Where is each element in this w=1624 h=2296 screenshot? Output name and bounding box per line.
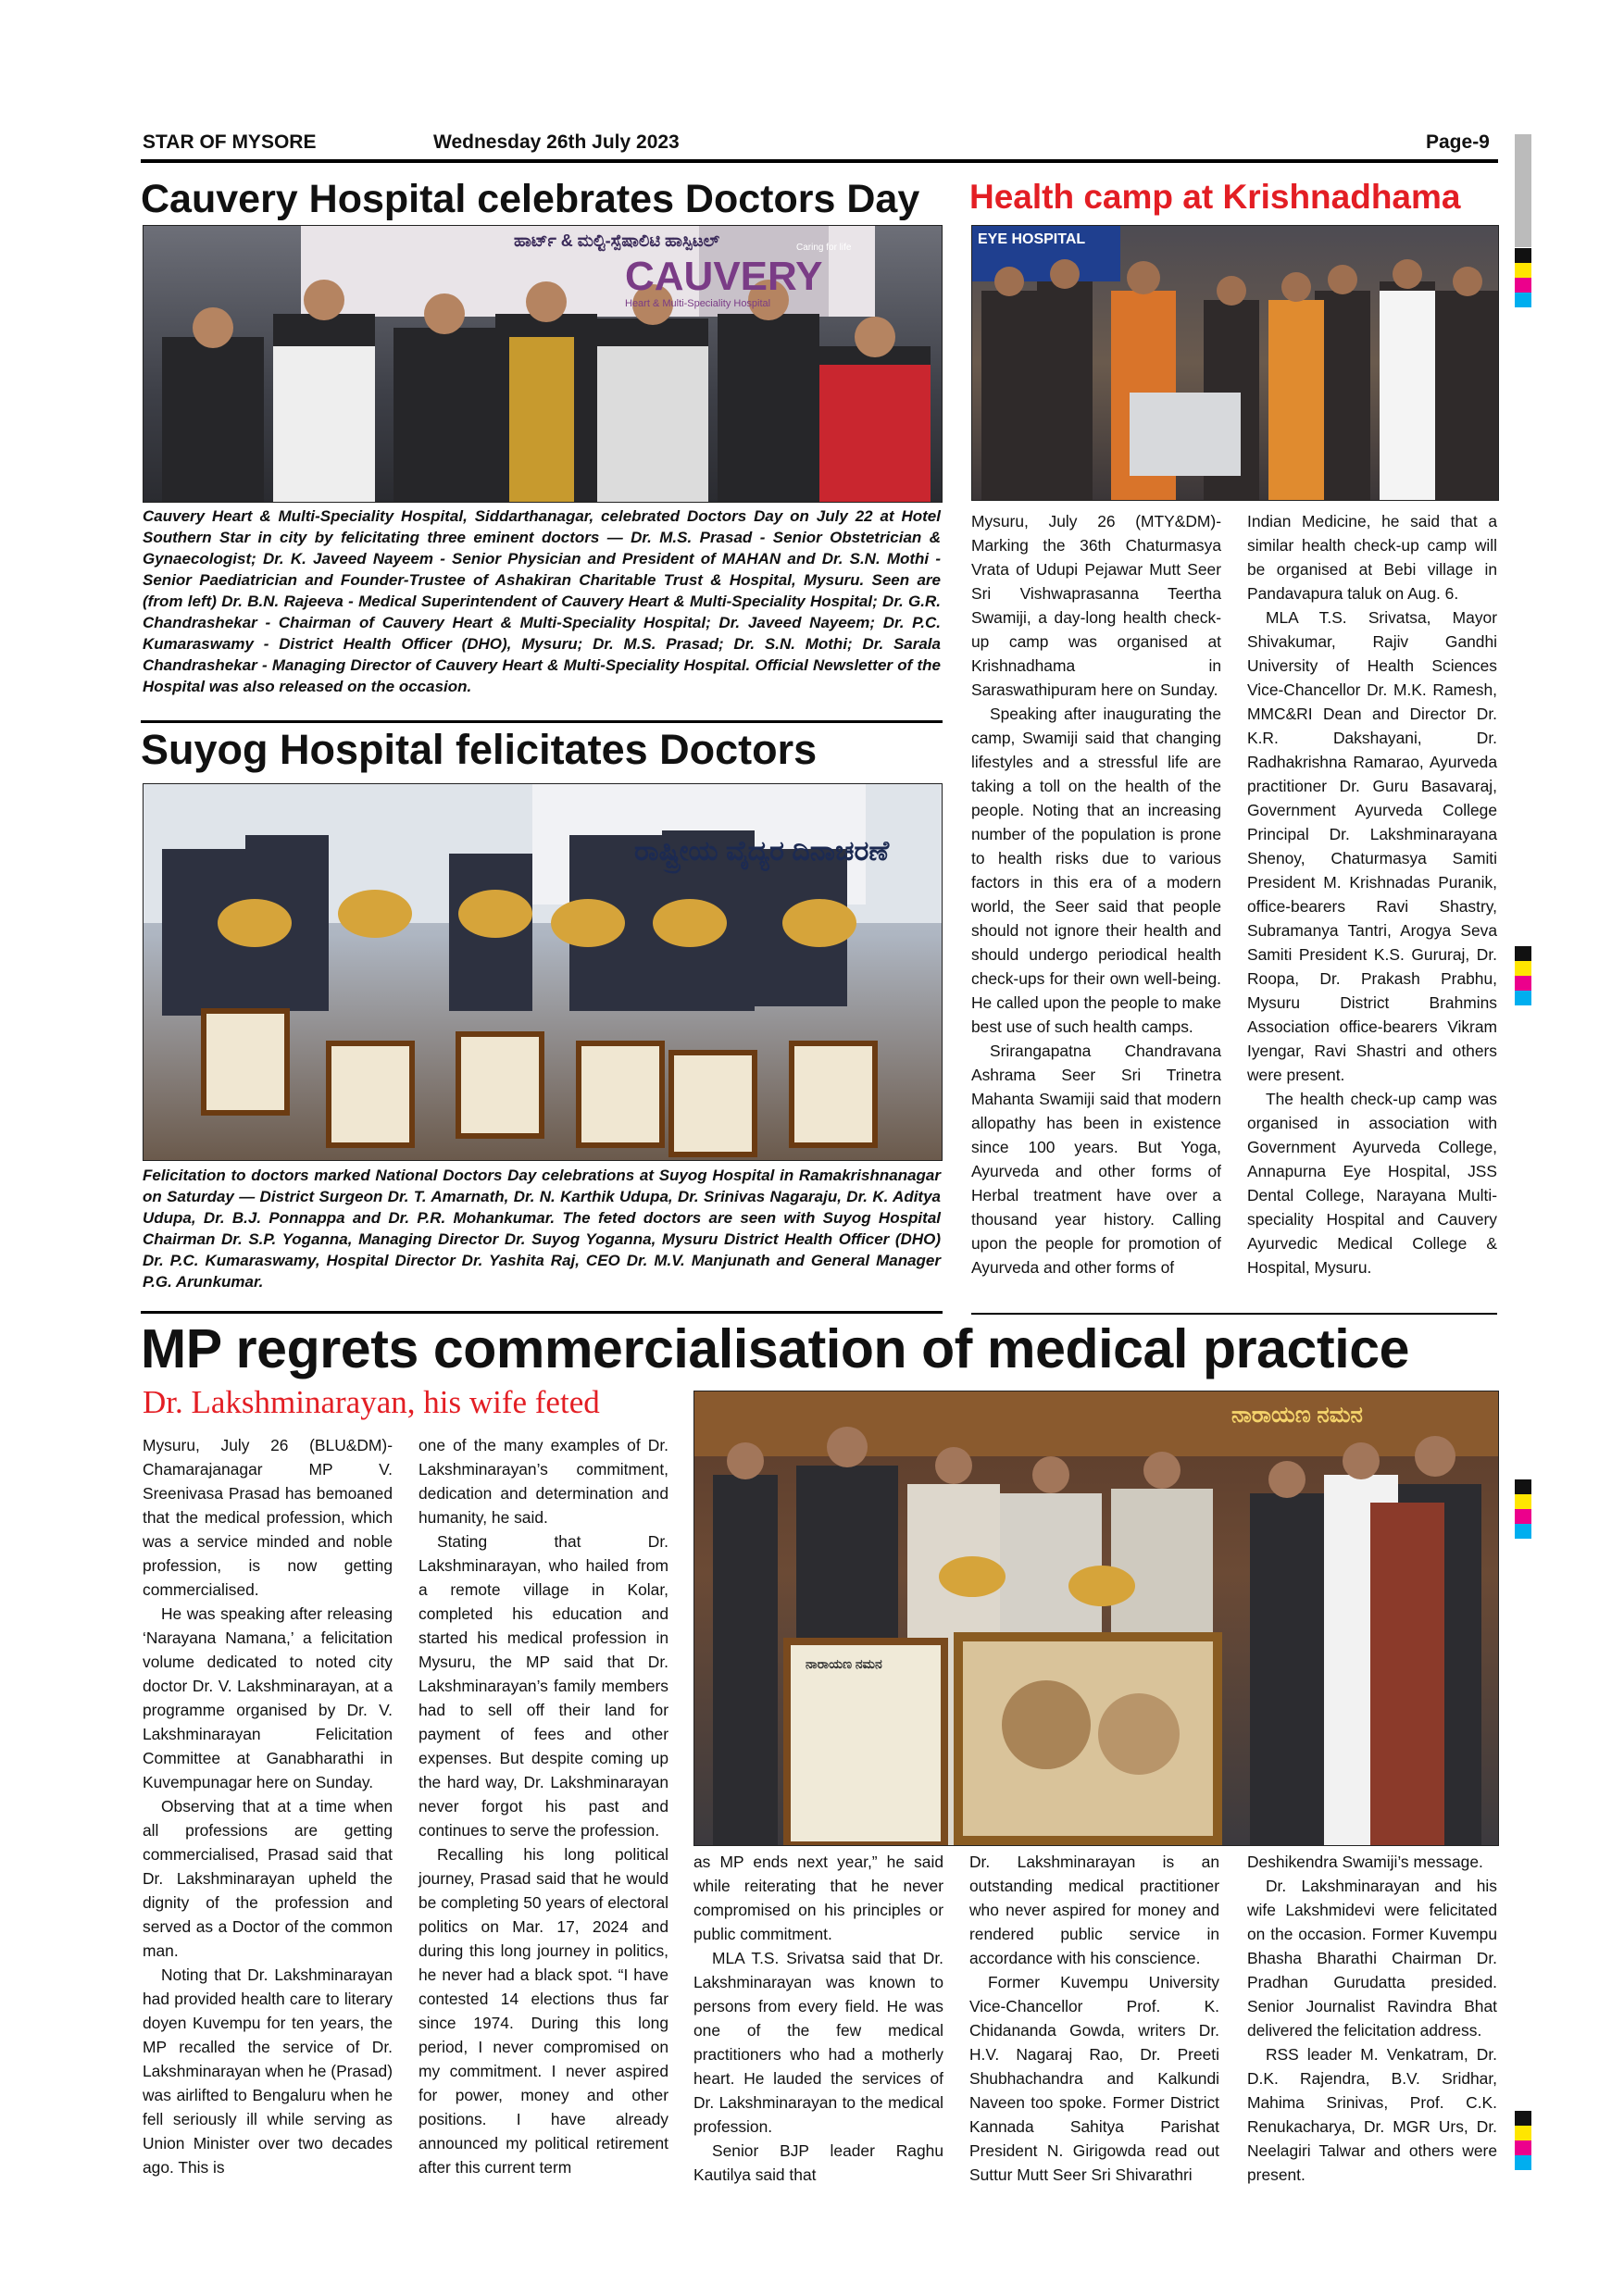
suyog-caption: Felicitation to doctors marked National Doctors Day celebrations at Suyog Hospital in Ramakrishnanagar on Saturday — District Surgeon Dr. T. Amarnath, Dr. N. Karthik Udupa, Dr. Srinivas Nagaraju, Dr. K. Aditya Udupa, Dr. B.J. Ponnappa and Dr. P.R. Mohankumar. The feted doctors are seen with Suyog Hospital Chairman Dr. S.P. Yoganna, Managing Director Dr. Suyog Yoganna, Mysuru District Health Officer (DHO) Dr. P.C. Kumaraswamy, Hospital Director Dr. Yashita Raj, CEO Dr. M.V. Manjunath and General Manager P.G. Arunkumar. [143, 1167, 941, 1291]
krishnadhama-column-2 [1247, 509, 1497, 1279]
mp-column-2 [418, 1433, 668, 2179]
mp-headline: MP regrets commercialisation of medical practice [141, 1318, 1410, 1379]
mp-para: Mysuru, July 26 (BLU&DM)- Chamarajanagar MP V. Sreenivasa Prasad has bemoaned that the medical profession, which was a service minded and noble profession, is now getting commercialised. [143, 1436, 393, 1599]
krishnadhama-photo-art [972, 226, 1498, 500]
mp-para: as MP ends next year,” he said while reiterating that he never compromised on his principles or public commitment. [693, 1853, 943, 1943]
cauvery-headline: Cauvery Hospital celebrates Doctors Day [141, 177, 920, 221]
section-rule [971, 1313, 1497, 1315]
paper-name: STAR OF MYSORE [143, 131, 317, 153]
mp-para: Stating that Dr. Lakshminarayan, who hailed from a remote village in Kolar, completed his education and started his medical profession in Mysuru, the MP said that Dr. Lakshminarayan’s family members had to sell off their land for payment of fees and other expenses. But despite coming up the hard way, Dr. Lakshminarayan never forgot his past and continues to serve the profession. [418, 1532, 668, 1840]
issue-date: Wednesday 26th July 2023 [433, 131, 680, 153]
mp-para: Observing that at a time when all professions are getting commercialised, Prasad said that Dr. Lakshminarayan upheld the dignity of the profession and served as a Doctor of the common man. [143, 1797, 393, 1960]
mp-para: Noting that Dr. Lakshminarayan had provided health care to literary doyen Kuvempu for ten years, the MP recalled the service of Dr. Lakshminarayan when he (Prasad) was airlifted to Bengaluru when he fell seriously ill while serving as Union Minister over two decades ago. This is [143, 1965, 393, 2177]
cauvery-banner-tag: Caring for life [796, 243, 852, 253]
color-register-mark [1515, 1479, 1531, 1539]
mp-column-3 [693, 1850, 943, 2187]
mp-photo [693, 1391, 1499, 1846]
krishnadhama-photo [971, 225, 1499, 501]
cauvery-banner-sub: Heart & Multi-Speciality Hospital [625, 298, 771, 309]
krishnadhama-para: Srirangapatna Chandravana Ashrama Seer Sri Trinetra Mahanta Swamiji said that modern allopathy has been in existence since 100 years. But Yoga, Ayurveda and other forms of Herbal treatment have over a thousand year history. Calling upon the people for promotion of Ayurveda and other forms of [971, 1042, 1221, 1277]
color-register-mark [1515, 946, 1531, 1005]
color-register-mark [1515, 248, 1531, 307]
mp-para: Former Kuvempu University Vice-Chancellor Prof. K. Chidananda Gowda, writers Dr. H.V. Nagaraj Rao, Dr. Preeti Shubhachandra and Kalkundi Naveen too spoke. Former District Kannada Sahitya Parishat President N. Girigowda read out Suttur Mutt Seer Sri Shivarathri [969, 1973, 1219, 2184]
suyog-photo [143, 783, 943, 1161]
section-rule [141, 720, 943, 723]
register-strip [1515, 307, 1531, 2252]
krishnadhama-banner: EYE HOSPITAL [978, 231, 1086, 247]
mp-photo-art [694, 1391, 1498, 1845]
mp-column-5 [1247, 1850, 1497, 2187]
suyog-banner-kannada: ರಾಷ್ಟ್ರೀಯ ವೈದ್ಯರ ದಿನಾಚರಣೆ [634, 836, 890, 867]
mp-para: Dr. Lakshminarayan is an outstanding medical practitioner who never aspired for money and rendered public service in accordance with his conscience. [969, 1853, 1219, 1967]
mp-column-1 [143, 1433, 393, 2179]
krishnadhama-para: Mysuru, July 26 (MTY&DM)- Marking the 36th Chaturmasya Vrata of Udupi Pejawar Mutt Seer Sri Vishwaprasanna Teertha Swamiji, a day-long health check-up camp was organised at Krishnadhama in Saraswathipuram here on Sunday. [971, 512, 1221, 699]
suyog-headline: Suyog Hospital felicitates Doctors [141, 726, 818, 773]
krishnadhama-para: Indian Medicine, he said that a similar health check-up camp will be organised at Bebi village in Pandavapura taluk on Aug. 6. [1247, 512, 1497, 603]
mp-para: one of the many examples of Dr. Lakshminarayan’s commitment, dedication and determination and humanity, he said. [418, 1436, 668, 1527]
mp-banner-kannada: ನಾರಾಯಣ ನಮನ [1231, 1403, 1363, 1428]
page-number: Page-9 [1426, 131, 1490, 153]
register-bar-grey [1515, 134, 1531, 142]
color-register-mark [1515, 2111, 1531, 2170]
krishnadhama-column-1 [971, 509, 1221, 1279]
mp-column-4 [969, 1850, 1219, 2187]
cauvery-banner-kannada: ಹಾರ್ಟ್ & ಮಲ್ಟಿ-ಸ್ಪೆಷಾಲಿಟಿ ಹಾಸ್ಪಿಟಲ್ [514, 231, 720, 250]
cauvery-banner-logo: CAUVERY [625, 254, 823, 299]
krishnadhama-para: The health check-up camp was organised in association with Government Ayurveda College, Annapurna Eye Hospital, JSS Dental College, Narayana Multi-speciality Hospital and Cauvery Ayurvedic Medical College & Hospital, Mysuru. [1247, 1090, 1497, 1277]
krishnadhama-para: Speaking after inaugurating the camp, Swamiji said that changing lifestyles and a stressful life are taking a toll on the health of the people. Noting that an increasing number of the population is prone to health risks due to various factors in this era of a modern world, the Seer said that people should not ignore their health and should undergo periodical health check-ups for their own well-being. He called upon the people to make best use of such health camps. [971, 705, 1221, 1036]
masthead-rule [141, 159, 1498, 163]
cauvery-photo [143, 225, 943, 503]
mp-frame-title: ನಾರಾಯಣ ನಮನ [806, 1656, 882, 1671]
section-rule [141, 1311, 943, 1314]
mp-subhead: Dr. Lakshminarayan, his wife feted [143, 1384, 600, 1420]
mp-para: Dr. Lakshminarayan and his wife Lakshmidevi were felicitated on the occasion. Former Kuvempu Bhasha Bharathi Chairman Dr. Pradhan Gurudatta presided. Senior Journalist Ravindra Bhat delivered the felicitation address. [1247, 1877, 1497, 2040]
krishnadhama-headline: Health camp at Krishnadhama [969, 178, 1461, 216]
krishnadhama-para: MLA T.S. Srivatsa, Mayor Shivakumar, Rajiv Gandhi University of Health Sciences Vice-Chancellor Dr. M.K. Ramesh, MMC&RI Dean and Director Dr. K.R. Dakshayani, Dr. Radhakrishna Ramarao, Ayurveda practitioner Dr. Guru Basavaraj, Government Ayurveda College Principal Dr. Lakshminarayana Shenoy, Chaturmasya Samiti President M. Krishnadas Puranik, office-bearers Ravi Shastry, Subramanya Tantri, Arogya Seva Samiti President K.S. Gururaj, Dr. Roopa, Dr. Prakash Prabhu, Mysuru District Brahmins Association office-bearers Vikram Iyengar, Ravi Shastri and others were present. [1247, 608, 1497, 1084]
cauvery-caption: Cauvery Heart & Multi-Speciality Hospital, Siddarthanagar, celebrated Doctors Day on July 22 at Hotel Southern Star in city by felicitating three eminent doctors — Dr. M.S. Prasad - Senior Obstetrician & Gynaecologist; Dr. K. Javeed Nayeem - Senior Physician and President of MAHAN and Dr. S.N. Mothi - Senior Paediatrician and Founder-Trustee of Ashakiran Charitable Trust & Hospital, Mysuru. Seen are (from left) Dr. B.N. Rajeeva - Medical Superintendent of Cauvery Heart & Multi-Speciality Hospital; Dr. G.R. Chandrashekar - Chairman of Cauvery Heart & Multi-Speciality Hospital; Dr. Javeed Nayeem; Dr. P.C. Kumaraswamy - District Health Officer (DHO), Mysuru; Dr. M.S. Prasad; Dr. S.N. Mothi; Dr. Sarala Chandrashekar - Managing Director of Cauvery Heart & Multi-Speciality Hospital. Official Newsletter of the Hospital was also released on the occasion. [143, 507, 941, 695]
mp-para: Recalling his long political journey, Prasad said that he would be completing 50 years of electoral politics on Mar. 17, 2024 and during this long journey in politics, he never had a black spot. “I have contested 14 elections thus far since 1974. During this long period, I never compromised on my commitment. I never aspired for power, money and other positions. I have already announced my political retirement after this current term [418, 1845, 668, 2177]
mp-para: Deshikendra Swamiji’s message. [1247, 1853, 1483, 1871]
mp-para: MLA T.S. Srivatsa said that Dr. Lakshminarayan was known to persons from every field. He was one of the few medical practitioners who had a motherly heart. He lauded the services of Dr. Lakshminarayan to the medical profession. [693, 1949, 943, 2136]
mp-para: Senior BJP leader Raghu Kautilya said that [693, 2141, 943, 2184]
mp-para: He was speaking after releasing ‘Narayana Namana,’ a felicitation volume dedicated to noted city doctor Dr. V. Lakshminarayan, at a programme organised by Dr. V. Lakshminarayan Felicitation Committee at Ganabharathi in Kuvempunagar here on Sunday. [143, 1604, 393, 1791]
mp-para: RSS leader M. Venkatram, Dr. D.K. Rajendra, B.V. Sridhar, Mahima Srinivas, Prof. C.K. Renukacharya, Dr. MGR Urs, Dr. Neelagiri Talwar and others were present. [1247, 2045, 1497, 2184]
